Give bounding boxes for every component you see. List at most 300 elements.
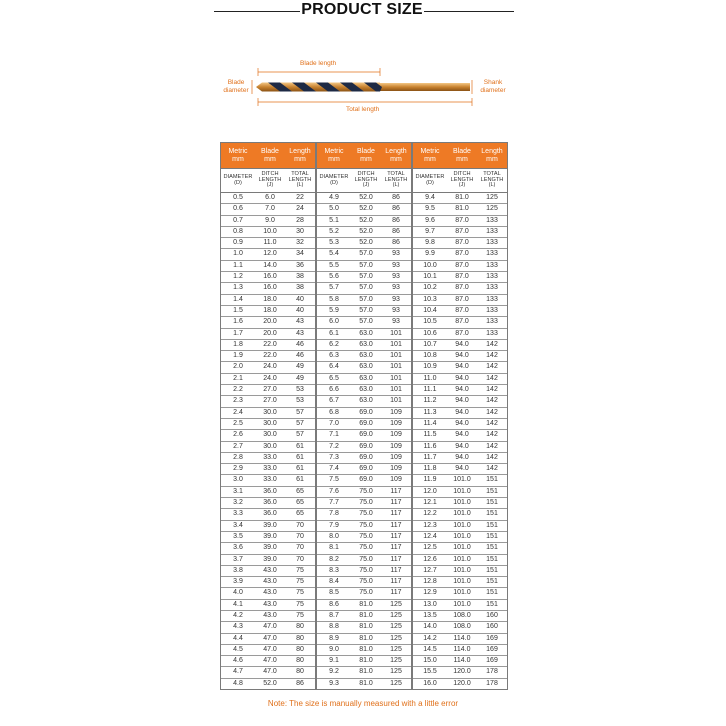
table-cell: 114.0: [447, 633, 477, 644]
table-cell: 15.0: [413, 656, 447, 667]
title-rule-left: [214, 11, 300, 12]
table-cell: 16.0: [255, 272, 285, 283]
table-cell: 2.3: [221, 396, 255, 407]
table-cell: 142: [477, 464, 507, 475]
table-cell: 30.0: [255, 430, 285, 441]
table-row: [221, 565, 315, 576]
table-cell: 86: [381, 193, 411, 204]
table-cell: 36.0: [255, 509, 285, 520]
table-row: [221, 486, 315, 497]
table-row: [221, 294, 315, 305]
table-cell: 87.0: [447, 215, 477, 226]
title-rule-right: [424, 11, 514, 12]
column-header: Blade mm: [255, 143, 285, 169]
table-cell: 57: [285, 418, 315, 429]
table-row: [221, 396, 315, 407]
table-cell: 0.8: [221, 226, 255, 237]
table-cell: 75.0: [351, 498, 381, 509]
table-cell: 142: [477, 452, 507, 463]
table-row: [317, 498, 411, 509]
table-cell: 14.5: [413, 644, 447, 655]
table-row: [221, 305, 315, 316]
table-cell: 2.2: [221, 385, 255, 396]
table-cell: 117: [381, 554, 411, 565]
table-cell: 46: [285, 351, 315, 362]
table-row: [317, 452, 411, 463]
table-cell: 94.0: [447, 464, 477, 475]
table-cell: 57.0: [351, 260, 381, 271]
table-row: [317, 678, 411, 689]
table-cell: 28: [285, 215, 315, 226]
table-cell: 40: [285, 294, 315, 305]
table-cell: 69.0: [351, 407, 381, 418]
table-row: [413, 667, 507, 678]
size-table-1: [220, 142, 316, 690]
table-row: [413, 565, 507, 576]
table-cell: 94.0: [447, 362, 477, 373]
table-cell: 151: [477, 565, 507, 576]
table-cell: 94.0: [447, 351, 477, 362]
table-cell: 43.0: [255, 610, 285, 621]
table-cell: 6.8: [317, 407, 351, 418]
table-cell: 101: [381, 328, 411, 339]
table-cell: 120.0: [447, 667, 477, 678]
table-row: [221, 317, 315, 328]
table-cell: 117: [381, 543, 411, 554]
table-cell: 87.0: [447, 294, 477, 305]
table-cell: 151: [477, 475, 507, 486]
table-row: [221, 633, 315, 644]
table-cell: 114.0: [447, 644, 477, 655]
shank-diameter-label: Shank diameter: [480, 79, 506, 94]
table-cell: 7.3: [317, 452, 351, 463]
table-cell: 32: [285, 238, 315, 249]
table-cell: 86: [381, 238, 411, 249]
table-row: [221, 260, 315, 271]
table-cell: 1.1: [221, 260, 255, 271]
table-cell: 9.2: [317, 667, 351, 678]
table-cell: 2.4: [221, 407, 255, 418]
table-cell: 14.0: [413, 622, 447, 633]
table-cell: 109: [381, 464, 411, 475]
table-cell: 11.4: [413, 418, 447, 429]
table-cell: 117: [381, 588, 411, 599]
table-cell: 5.9: [317, 305, 351, 316]
table-cell: 24.0: [255, 362, 285, 373]
table-cell: 5.3: [317, 238, 351, 249]
table-cell: 169: [477, 644, 507, 655]
table-row: [317, 294, 411, 305]
table-cell: 114.0: [447, 656, 477, 667]
table-cell: 75: [285, 610, 315, 621]
table-row: [221, 577, 315, 588]
table-cell: 43: [285, 328, 315, 339]
table-cell: 75: [285, 588, 315, 599]
table-cell: 93: [381, 294, 411, 305]
table-row: [221, 667, 315, 678]
table-cell: 75.0: [351, 531, 381, 542]
table-cell: 10.0: [413, 260, 447, 271]
table-cell: 2.7: [221, 441, 255, 452]
table-row: [413, 509, 507, 520]
table-cell: 52.0: [351, 238, 381, 249]
table-cell: 142: [477, 441, 507, 452]
table-cell: 101.0: [447, 599, 477, 610]
table-cell: 109: [381, 475, 411, 486]
table-cell: 6.4: [317, 362, 351, 373]
table-cell: 3.2: [221, 498, 255, 509]
table-row: [317, 430, 411, 441]
table-row: [413, 452, 507, 463]
table-cell: 5.4: [317, 249, 351, 260]
table-cell: 4.4: [221, 633, 255, 644]
table-cell: 93: [381, 260, 411, 271]
table-row: [317, 656, 411, 667]
table-cell: 4.6: [221, 656, 255, 667]
table-row: [221, 520, 315, 531]
table-cell: 24.0: [255, 373, 285, 384]
table-cell: 52.0: [263, 679, 277, 687]
table-cell: 10.7: [413, 339, 447, 350]
table-cell: 93: [381, 305, 411, 316]
table-row: [221, 543, 315, 554]
table-row: [221, 531, 315, 542]
table-cell: 7.8: [317, 509, 351, 520]
table-cell: 4.8: [233, 679, 243, 687]
table-cell: 57: [285, 430, 315, 441]
table-cell: 8.3: [317, 565, 351, 576]
table-cell: 8.1: [317, 543, 351, 554]
table-cell: 87.0: [447, 249, 477, 260]
table-cell: 14.0: [255, 260, 285, 271]
table-row: [317, 385, 411, 396]
table-cell: 11.6: [413, 441, 447, 452]
table-cell: 178: [486, 679, 498, 687]
table-cell: 8.7: [317, 610, 351, 621]
table-cell: 8.8: [317, 622, 351, 633]
table-row: [413, 328, 507, 339]
table-cell: 169: [477, 633, 507, 644]
table-cell: 12.3: [413, 520, 447, 531]
column-header: Length mm: [381, 143, 411, 169]
table-cell: 142: [477, 362, 507, 373]
table-cell: 151: [477, 509, 507, 520]
column-header: Length mm: [477, 143, 507, 169]
table-cell: 87.0: [447, 272, 477, 283]
table-row: [317, 328, 411, 339]
table-cell: 11.1: [413, 385, 447, 396]
table-cell: 24: [285, 204, 315, 215]
table-cell: 86: [296, 679, 304, 687]
column-header: Length mm: [285, 143, 315, 169]
table-cell: 81.0: [351, 644, 381, 655]
table-cell: 133: [477, 317, 507, 328]
table-cell: 39.0: [255, 520, 285, 531]
table-cell: 81.0: [351, 622, 381, 633]
table-cell: 10.5: [413, 317, 447, 328]
table-row: [317, 554, 411, 565]
size-table-3: [412, 142, 508, 690]
table-cell: 80: [285, 644, 315, 655]
table-cell: 87.0: [447, 283, 477, 294]
table-row: [221, 283, 315, 294]
table-row: [221, 215, 315, 226]
table-cell: 11.3: [413, 407, 447, 418]
table-row: [413, 294, 507, 305]
table-cell: 10.4: [413, 305, 447, 316]
table-cell: 3.0: [221, 475, 255, 486]
table-cell: 1.0: [221, 249, 255, 260]
table-row: [317, 509, 411, 520]
table-cell: 27.0: [255, 396, 285, 407]
table-cell: 5.7: [317, 283, 351, 294]
table-row: [221, 418, 315, 429]
column-header: Blade mm: [351, 143, 381, 169]
table-row: [317, 622, 411, 633]
table-cell: 7.7: [317, 498, 351, 509]
table-cell: 133: [477, 226, 507, 237]
table-cell: 47.0: [255, 622, 285, 633]
table-cell: 13.5: [413, 610, 447, 621]
table-row: [317, 305, 411, 316]
table-cell: 10.8: [413, 351, 447, 362]
table-cell: 43.0: [255, 577, 285, 588]
table-row: [413, 486, 507, 497]
table-cell: 101: [381, 373, 411, 384]
table-cell: 12.8: [413, 577, 447, 588]
table-cell: 70: [285, 531, 315, 542]
table-row: [317, 351, 411, 362]
table-cell: 75.0: [351, 577, 381, 588]
table-cell: 1.7: [221, 328, 255, 339]
table-cell: 1.2: [221, 272, 255, 283]
table-cell: 5.2: [317, 226, 351, 237]
table-cell: 12.1: [413, 498, 447, 509]
table-cell: 10.0: [255, 226, 285, 237]
table-cell: 8.6: [317, 599, 351, 610]
table-cell: 101.0: [447, 486, 477, 497]
table-cell: 7.4: [317, 464, 351, 475]
table-cell: 36: [285, 260, 315, 271]
table-row: [413, 577, 507, 588]
table-cell: 47.0: [255, 644, 285, 655]
table-cell: 61: [285, 464, 315, 475]
table-row: [413, 260, 507, 271]
table-row: [413, 543, 507, 554]
table-cell: 70: [285, 520, 315, 531]
table-cell: 12.9: [413, 588, 447, 599]
table-cell: 117: [381, 486, 411, 497]
table-cell: 125: [381, 667, 411, 678]
table-row: [413, 644, 507, 655]
table-cell: 5.5: [317, 260, 351, 271]
table-row: [413, 283, 507, 294]
table-row: [221, 351, 315, 362]
table-cell: 9.7: [413, 226, 447, 237]
table-cell: 7.0: [255, 204, 285, 215]
table-cell: 11.7: [413, 452, 447, 463]
table-row: [317, 238, 411, 249]
table-cell: 9.4: [413, 193, 447, 204]
table-cell: 101.0: [447, 531, 477, 542]
table-cell: 101: [381, 362, 411, 373]
table-cell: 7.2: [317, 441, 351, 452]
table-cell: 34: [285, 249, 315, 260]
table-cell: 2.0: [221, 362, 255, 373]
table-cell: 151: [477, 577, 507, 588]
table-cell: 4.0: [221, 588, 255, 599]
table-row: [317, 226, 411, 237]
table-cell: 125: [390, 679, 402, 687]
title-bar: [0, 0, 726, 26]
table-cell: 5.1: [317, 215, 351, 226]
table-cell: 86: [381, 226, 411, 237]
table-cell: 38: [285, 272, 315, 283]
table-cell: 101.0: [447, 577, 477, 588]
table-cell: 93: [381, 317, 411, 328]
table-row: [413, 498, 507, 509]
table-cell: 38: [285, 283, 315, 294]
table-row: [317, 565, 411, 576]
table-cell: 75.0: [351, 486, 381, 497]
table-cell: 125: [381, 599, 411, 610]
table-cell: 0.5: [221, 193, 255, 204]
table-cell: 63.0: [351, 339, 381, 350]
table-cell: 57.0: [351, 294, 381, 305]
table-cell: 1.3: [221, 283, 255, 294]
table-cell: 4.5: [221, 644, 255, 655]
table-cell: 80: [285, 633, 315, 644]
table-cell: 9.5: [413, 204, 447, 215]
table-row: [317, 486, 411, 497]
table-row: [317, 373, 411, 384]
table-cell: 101.0: [447, 565, 477, 576]
column-subheader: TOTAL LENGTH (L): [285, 169, 315, 193]
table-row: [413, 362, 507, 373]
table-row: [317, 610, 411, 621]
table-cell: 65: [285, 509, 315, 520]
table-cell: 52.0: [351, 204, 381, 215]
table-cell: 160: [477, 610, 507, 621]
table-row: [317, 283, 411, 294]
table-cell: 12.5: [413, 543, 447, 554]
table-cell: 94.0: [447, 407, 477, 418]
table-cell: 8.0: [317, 531, 351, 542]
table-cell: 94.0: [447, 430, 477, 441]
table-row: [317, 204, 411, 215]
table-row: [221, 238, 315, 249]
table-row: [221, 328, 315, 339]
table-row: [413, 339, 507, 350]
table-cell: 117: [381, 509, 411, 520]
table-cell: 101.0: [447, 475, 477, 486]
table-cell: 36.0: [255, 486, 285, 497]
table-cell: 14.2: [413, 633, 447, 644]
table-cell: 117: [381, 520, 411, 531]
table-cell: 0.6: [221, 204, 255, 215]
drill-diagram: [0, 50, 726, 120]
table-cell: 16.0: [255, 283, 285, 294]
table-row: [221, 678, 315, 689]
column-subheader: TOTAL LENGTH (L): [477, 169, 507, 193]
table-cell: 9.6: [413, 215, 447, 226]
table-cell: 69.0: [351, 418, 381, 429]
table-row: [317, 644, 411, 655]
table-cell: 2.8: [221, 452, 255, 463]
table-cell: 5.8: [317, 294, 351, 305]
table-row: [317, 577, 411, 588]
table-cell: 3.5: [221, 531, 255, 542]
table-cell: 178: [477, 667, 507, 678]
table-cell: 65: [285, 498, 315, 509]
table-cell: 3.9: [221, 577, 255, 588]
table-cell: 3.6: [221, 543, 255, 554]
table-cell: 4.3: [221, 622, 255, 633]
table-cell: 80: [285, 622, 315, 633]
table-cell: 87.0: [447, 260, 477, 271]
table-cell: 86: [381, 204, 411, 215]
table-cell: 49: [285, 362, 315, 373]
table-row: [317, 396, 411, 407]
table-cell: 6.6: [317, 385, 351, 396]
table-cell: 117: [381, 531, 411, 542]
table-row: [221, 588, 315, 599]
table-row: [413, 678, 507, 689]
table-cell: 6.1: [317, 328, 351, 339]
table-cell: 69.0: [351, 452, 381, 463]
table-cell: 6.2: [317, 339, 351, 350]
table-cell: 133: [477, 305, 507, 316]
table-row: [413, 215, 507, 226]
table-cell: 43.0: [255, 588, 285, 599]
table-cell: 80: [285, 656, 315, 667]
table-cell: 20.0: [255, 317, 285, 328]
table-cell: 75.0: [351, 565, 381, 576]
table-cell: 125: [381, 656, 411, 667]
table-row: [317, 317, 411, 328]
size-table-2: [316, 142, 412, 690]
table-cell: 6.3: [317, 351, 351, 362]
table-cell: 0.7: [221, 215, 255, 226]
table-cell: 10.2: [413, 283, 447, 294]
table-cell: 120.0: [453, 679, 471, 687]
table-cell: 33.0: [255, 464, 285, 475]
table-cell: 125: [477, 204, 507, 215]
measurement-note: Note: The size is manually measured with a little error: [267, 699, 459, 708]
table-row: [317, 475, 411, 486]
table-row: [221, 554, 315, 565]
table-row: [317, 362, 411, 373]
table-cell: 7.9: [317, 520, 351, 531]
table-cell: 125: [381, 610, 411, 621]
table-cell: 3.8: [221, 565, 255, 576]
table-cell: 133: [477, 215, 507, 226]
page-title: PRODUCT SIZE: [301, 1, 423, 18]
table-cell: 151: [477, 486, 507, 497]
table-cell: 109: [381, 407, 411, 418]
table-cell: 142: [477, 407, 507, 418]
column-header: Metric mm: [413, 143, 447, 169]
table-cell: 6.7: [317, 396, 351, 407]
table-cell: 30: [285, 226, 315, 237]
table-cell: 4.7: [221, 667, 255, 678]
table-cell: 22.0: [255, 351, 285, 362]
table-cell: 36.0: [255, 498, 285, 509]
table-row: [317, 260, 411, 271]
table-row: [413, 272, 507, 283]
table-cell: 53: [285, 385, 315, 396]
table-cell: 30.0: [255, 407, 285, 418]
